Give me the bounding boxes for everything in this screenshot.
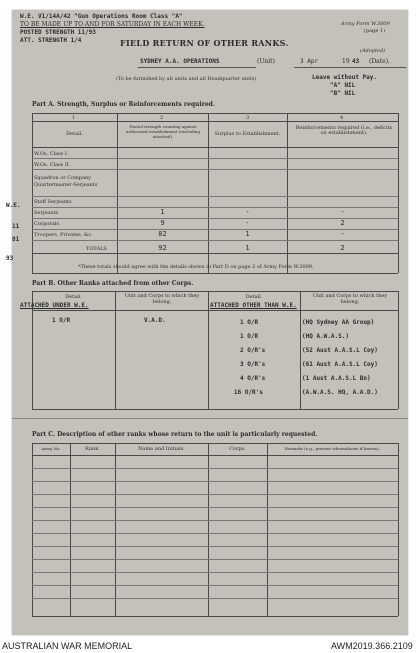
part-a-surplus-value: - [245,208,250,216]
leave-label: Leave without Pay. [312,74,378,81]
part-a-colnum-1: 1 [72,115,76,121]
part-c-row-rule [32,585,398,586]
part-a-colnum-3: 3 [246,115,250,121]
part-c-right-border [398,443,399,616]
part-c-row-rule [32,494,398,495]
part-b-left-over-title: ATTACHED UNDER W.E. [20,302,89,309]
part-a-row-margin: 11 [12,223,20,230]
part-a-reinf-value: 2 [340,244,345,252]
part-b-left-row-detail: 1 O/R [52,317,71,324]
part-a-colnum-rule [32,121,398,122]
fold-line [12,418,408,419]
footer-credit: AUSTRALIAN WAR MEMORIAL [2,641,133,651]
part-a-posted-value: 82 [158,230,167,238]
page-label: (page 1) [364,28,386,34]
part-a-row-rule [32,240,398,241]
part-a-row-rule [32,158,398,159]
part-a-note: *These totals should agree with the details shown in Part D on page 2 of Army Form W.3009. [78,264,314,270]
part-c-row-rule [32,598,398,599]
part-c-row-rule [32,546,398,547]
part-a-surplus-value: 1 [245,230,250,238]
part-a-row-rule [32,196,398,197]
part-b-right-row-detail: 2 O/R's [240,347,266,354]
part-a-row-detail: Serjeants [34,210,59,216]
part-b-right-row-unit: (HQ Sydney AA Group) [302,319,375,326]
part-b-right-row-detail: 1 O/R [240,333,259,340]
part-b-right-border [398,291,399,409]
part-a-colnum-2: 2 [160,115,164,121]
part-a-header-rule [32,147,398,148]
army-form-label: Army Form W.3009 [341,21,390,27]
part-c-header-rank: Rank. [85,446,100,452]
unit-label: (Unit) [257,58,275,65]
part-a-title: Part A. Strength, Surplus or Reinforcements required. [32,101,215,108]
part-b-left-header-detail: Detail. [65,294,82,300]
part-a-header-surplus: Surplus to Establishment. [214,131,281,137]
part-b-right-row-detail: 3 O/R's [240,361,266,368]
part-b-right-row-unit: (52 Aust A.A.S.L Coy) [302,347,378,354]
date-label: (Date). [369,58,390,65]
part-c-row-rule [32,559,398,560]
part-a-row-detail: Staff Serjeants [34,199,72,205]
part-a-totals-rule [32,253,398,254]
part-b-right-header-detail: Detail. [245,294,263,300]
part-a-reinf-value: - [340,230,345,238]
part-b-right-row-unit: (HQ A.W.A.S.) [302,333,349,340]
part-b-col-divider-1 [115,291,116,409]
part-c-header-remarks: Remarks (e.g., present whereabouts if known). [284,446,381,451]
part-c-header-name: Name and Initials. [138,446,185,452]
part-a-row-margin: 93 [6,255,14,262]
unit-underline [138,67,256,68]
part-a-left-border [32,113,33,273]
form-paper [6,10,408,635]
year-prefix: 19 [342,58,350,65]
part-b-right-row-detail: 4 O/R's [240,375,266,382]
part-b-right-row-unit: (A.W.A.S. HQ, A.A.D.) [302,389,378,396]
posted-strength: POSTED STRENGTH 11/93 [20,29,96,36]
part-a-row-detail: W.Os. Class II. [34,162,71,168]
part-c-header-corps: Corps. [229,446,246,452]
part-a-row-detail: W.Os. Class I. [34,151,69,157]
date-day-month: 3 Apr [300,58,319,65]
part-a-posted-value: 92 [158,244,167,252]
part-b-right-row-unit: (61 Aust A.A.S.L Coy) [302,361,378,368]
part-b-right-over-title: ATTACHED OTHER THAN W.E. [210,302,297,309]
part-a-surplus-value: - [245,219,250,227]
part-a-header-reinf: Reinforcements required (i.e., deficits on establishment). [295,125,393,136]
part-a-header-detail: Detail. [66,131,83,137]
leave-b: "B" NIL [330,90,356,97]
part-c-header-armyno: Army No. [41,446,61,451]
part-a-top-rule [32,113,398,114]
part-b-col-divider-2 [208,291,209,409]
part-c-row-rule [32,481,398,482]
part-c-row-rule [32,468,398,469]
part-a-reinf-value: - [340,208,345,216]
year-value: 43 [352,58,360,65]
part-a-right-border [398,113,399,273]
part-a-row-margin: W.E. [6,202,21,209]
part-c-row-rule [32,520,398,521]
part-c-row-rule [32,507,398,508]
part-b-header-rule [32,310,398,311]
unit-name: SYDNEY A.A. OPERATIONS [140,58,220,65]
part-b-right-header-unit: Unit and Corps to which they belong. [312,293,388,305]
part-a-row-detail: TOTALS [86,246,107,252]
leave-a: "A" NIL [330,82,356,89]
adopted-label: (Adopted) [360,48,386,54]
part-c-title: Part C. Description of other ranks whose return to the unit is particularly requested. [32,431,318,438]
part-b-title: Part B. Other Ranks attached from other Corps. [32,280,194,287]
furnish-note: (To be furnished by all units and all Headquarter units) [116,76,257,82]
part-b-right-row-detail: 1 O/R [240,319,259,326]
part-b-bottom-rule [32,409,398,410]
part-a-row-detail: Squadron or Company Quartermaster-Serjeants [34,175,98,188]
part-b-left-row-unit: V.A.D. [144,317,166,324]
part-b-right-row-detail: 16 O/R's [234,389,263,396]
date-underline [294,67,406,68]
form-id-line: W.E. V1/14A/42 "Gun Operations Room Class "A" [20,13,183,20]
att-strength: ATT. STRENGTH 1/4 [20,37,82,44]
part-b-col-divider-3 [300,291,301,409]
part-a-colnum-4: 4 [340,115,344,121]
part-c-bottom-rule [32,616,398,617]
part-a-posted-value: 9 [160,219,165,227]
part-c-header-rule [32,455,398,456]
form-title: FIELD RETURN OF OTHER RANKS. [120,38,289,48]
part-a-row-margin: 81 [12,236,20,243]
to-be-made-up: TO BE MADE UP TO AND FOR SATURDAY IN EACH WEEK. [20,21,205,28]
part-a-header-posted: Posted strength counting against authorised establishment (excluding attached). [125,124,201,139]
part-c-top-rule [32,443,398,444]
part-a-reinf-value: 2 [340,219,345,227]
part-b-right-row-unit: (1 Aust A.A.S.L Bn) [302,375,371,382]
part-c-row-rule [32,572,398,573]
footer-accession-number: AWM2019.366.2109 [331,641,413,651]
part-a-row-rule [32,169,398,170]
part-b-top-rule [32,291,398,292]
part-b-left-header-unit: Unit and Corps to which they belong. [124,293,200,305]
part-a-surplus-value: 1 [245,244,250,252]
part-a-posted-value: 1 [160,208,165,216]
part-a-row-detail: Troopers, Privates, &c. [34,232,93,238]
part-a-bottom-rule [32,273,398,274]
part-c-row-rule [32,533,398,534]
part-a-row-detail: Corporals [34,221,59,227]
